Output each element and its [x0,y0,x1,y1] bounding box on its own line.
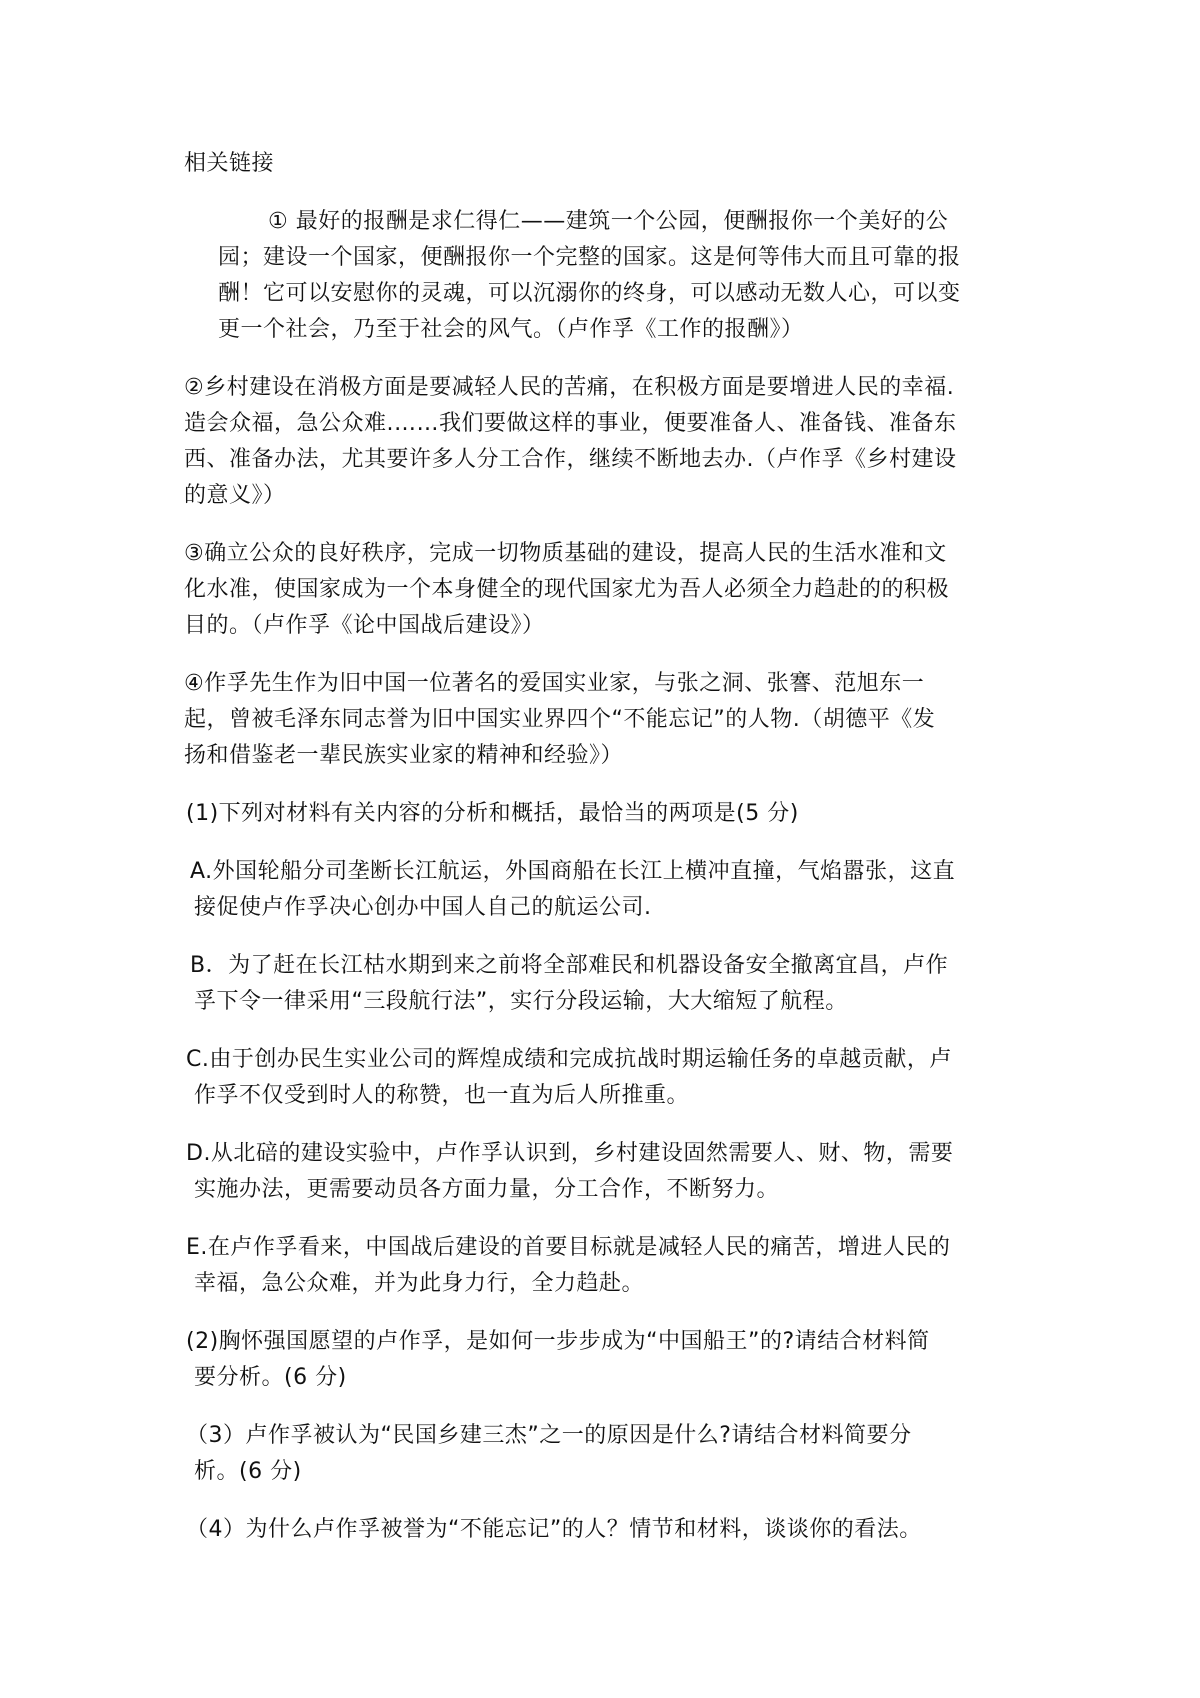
link-1-line-4: 更一个社会，乃至于社会的风气。（卢作孚《工作的报酬》） [218,317,804,342]
option-e-line-1: E.在卢作孚看来，中国战后建设的首要目标就是减轻人民的痛苦，增进人民的 [186,1235,951,1260]
link-1-line-2: 园；建设一个国家，便酬报你一个完整的国家。这是何等伟大而且可靠的报 [218,245,961,270]
question-2-line-2: 要分析。(6 分) [194,1365,347,1390]
option-a-line-1: A.外国轮船分司垄断长江航运，外国商船在长江上横冲直撞，气焰嚣张，这直 [190,859,956,884]
option-d-line-2: 实施办法，更需要动员各方面力量，分工合作，不断努力。 [194,1177,780,1202]
option-a-line-2: 接促使卢作孚决心创办中国人自己的航运公司. [194,895,652,920]
option-c-line-1: C.由于创办民生实业公司的辉煌成绩和完成抗战时期运输任务的卓越贡献，卢 [186,1047,952,1072]
question-3-line-1: （3）卢作孚被认为“民国乡建三杰”之一的原因是什么?请结合材料简要分 [186,1423,912,1448]
option-b-line-2: 孚下令一律采用“三段航行法”，实行分段运输，大大缩短了航程。 [194,989,848,1014]
option-d-line-1: D.从北碚的建设实验中，卢作孚认识到，乡村建设固然需要人、财、物，需要 [186,1141,954,1166]
link-2-line-3: 西、准备办法，尤其要许多人分工合作，继续不断地去办.（卢作孚《乡村建设 [184,447,957,472]
section-heading: 相关链接 [184,151,275,176]
link-2-line-4: 的意义》） [184,483,286,508]
link-4-line-1: ④作孚先生作为旧中国一位著名的爱国实业家，与张之洞、张謇、范旭东一 [184,671,925,696]
option-b-line-1: B．为了赶在长江枯水期到来之前将全部难民和机器设备安全撤离宜昌，卢作 [190,953,949,978]
question-3-line-2: 析。(6 分) [194,1459,302,1484]
link-1-line-3: 酬！它可以安慰你的灵魂，可以沉溺你的终身，可以感动无数人心，可以变 [218,281,961,306]
option-e-line-2: 幸福，急公众难，并为此身力行，全力趋赴。 [194,1271,645,1296]
link-1-line-1: ① 最好的报酬是求仁得仁——建筑一个公园，便酬报你一个美好的公 [268,209,949,234]
link-4-line-3: 扬和借鉴老一辈民族实业家的精神和经验》） [184,743,624,768]
link-3-line-2: 化水准，使国家成为一个本身健全的现代国家尤为吾人必须全力趋赴的的积极 [184,577,950,602]
link-3-line-1: ③确立公众的良好秩序，完成一切物质基础的建设，提高人民的生活水准和文 [184,541,947,566]
question-4-line-1: （4）为什么卢作孚被誉为“不能忘记”的人？情节和材料，谈谈你的看法。 [186,1517,922,1542]
link-3-line-3: 目的。（卢作孚《论中国战后建设》） [184,613,545,638]
option-c-line-2: 作孚不仅受到时人的称赞，也一直为后人所推重。 [194,1083,690,1108]
link-2-line-1: ②乡村建设在消极方面是要减轻人民的苦痛，在积极方面是要增进人民的幸福. [184,375,955,400]
link-2-line-2: 造会众福，急公众难.……我们要做这样的事业，便要准备人、准备钱、准备东 [184,411,957,436]
link-4-line-2: 起，曾被毛泽东同志誉为旧中国实业界四个“不能忘记”的人物.（胡德平《发 [184,707,936,732]
question-2-line-1: (2)胸怀强国愿望的卢作孚，是如何一步步成为“中国船王”的?请结合材料简 [186,1329,930,1354]
question-1-stem: (1)下列对材料有关内容的分析和概括，最恰当的两项是(5 分) [186,801,799,826]
